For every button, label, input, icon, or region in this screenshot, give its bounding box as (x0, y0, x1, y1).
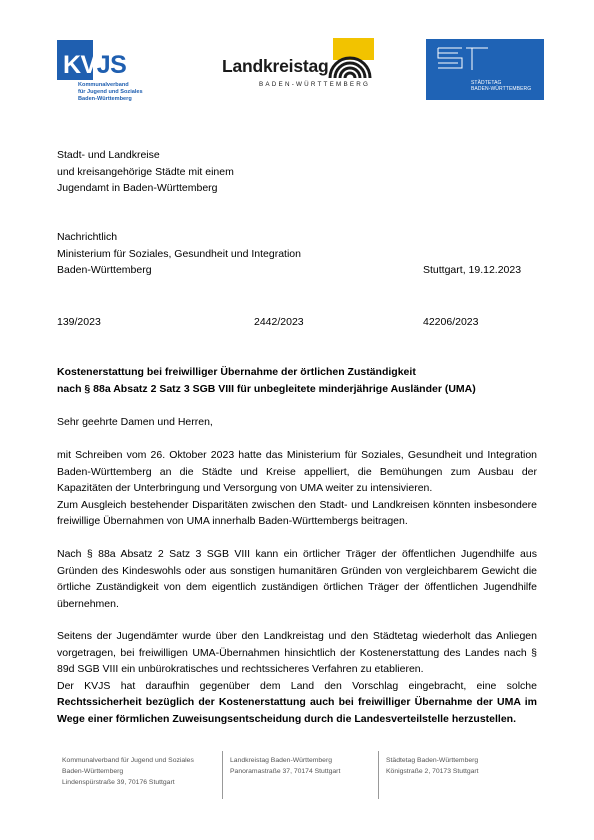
body-paragraph (57, 628, 537, 727)
paragraph-bold-text: Rechtssicherheit bezüglich der Kostenerstattung auch bei freiwilliger Übernahme der UMA im Wege einer förmlichen Zuweisungsentscheidung durch die Landesverteilstelle herzustellen. (57, 696, 537, 725)
paragraph-text: Zum Ausgleich bestehender Disparitäten zwischen den Stadt- und Landkreisen könnten insbesondere freiwillige Übernahmen von UMA innerhalb Baden-Württembergs beitragen. (57, 498, 537, 527)
paragraph-text: Seitens der Jugendämter wurde über den Landkreistag und den Städtetag wiederholt das Anliegen vorgetragen, bei freiwilligen UMA-Übernahmen hinsichtlich der Kostenerstattung des Landes nach § 89d SGB VIII ein unbürokratisches und rechtssicheres Verfahren zu etablieren. (57, 630, 537, 675)
cc-line: Baden-Württemberg (57, 264, 152, 276)
recipient-line: Stadt- und Landkreise (57, 149, 160, 161)
footer-line: Baden-Württemberg (62, 768, 124, 775)
landkreistag-arches-icon (328, 38, 374, 78)
salutation: Sehr geehrte Damen und Herren, (57, 416, 213, 428)
footer-line: Lindenspürstraße 39, 70176 Stuttgart (62, 779, 175, 786)
paragraph-text (57, 678, 537, 728)
staedtetag-logo-text (471, 80, 531, 92)
kvjs-sub-line: Kommunalverband (78, 82, 129, 88)
kvjs-logo-tail: JS (96, 51, 127, 79)
footer-divider (222, 751, 223, 799)
footer-line: Königstraße 2, 70173 Stuttgart (386, 768, 479, 775)
landkreistag-sun-block (333, 38, 374, 60)
reference-number: 2442/2023 (254, 316, 304, 328)
cc-line: Ministerium für Soziales, Gesundheit und Integration (57, 247, 301, 260)
recipient-line: und kreisangehörige Städte mit einem (57, 165, 234, 178)
subject-line: nach § 88a Absatz 2 Satz 3 SGB VIII für unbegleitete minderjährige Ausländer (UMA) (57, 382, 476, 395)
kvjs-sub-line: Baden-Württemberg (78, 96, 132, 102)
footer-line: Panoramastraße 37, 70174 Stuttgart (230, 768, 341, 775)
cc-address (57, 229, 377, 279)
kvjs-logo-subtitle (78, 82, 168, 103)
footer-line: Städtetag Baden-Württemberg (386, 757, 479, 764)
footer-line: Landkreistag Baden-Württemberg (230, 757, 333, 764)
recipient-line: Jugendamt in Baden-Württemberg (57, 182, 218, 194)
reference-number: 139/2023 (57, 316, 101, 328)
staedtetag-emblem-icon (432, 45, 492, 75)
footer-divider (378, 751, 379, 799)
cc-line: Nachrichtlich (57, 231, 118, 243)
kvjs-logo-text (63, 53, 126, 78)
kvjs-logo-inverted-part: KV (63, 51, 97, 79)
landkreistag-logo-subtitle: BADEN-WÜRTTEMBERG (259, 81, 371, 88)
paragraph-text: mit Schreiben vom 26. Oktober 2023 hatte das Ministerium für Soziales, Gesundheit und Integration Baden-Württemberg an die Städte und Kreise appelliert, die Bemühungen zum Ausbau der Kapazitäten der Unterbringung und Versorgung von UMA weiter zu intensivieren. (57, 449, 537, 494)
subject-line: Kostenerstattung bei freiwilliger Übernahme der örtlichen Zuständigkeit (57, 366, 416, 378)
landkreistag-logo-title: Landkreistag (222, 56, 329, 76)
footer-line: Kommunalverband für Jugend und Soziales (62, 757, 194, 764)
letter-date: Stuttgart, 19.12.2023 (423, 264, 522, 276)
staedtetag-line: STÄDTETAG (471, 80, 502, 86)
footer-kvjs (62, 755, 220, 788)
paragraph-normal-text: Der KVJS hat daraufhin gegenüber dem Land den Vorschlag eingebracht, eine solche (57, 679, 537, 692)
paragraph-text: Nach § 88a Absatz 2 Satz 3 SGB VIII kann ein örtlicher Träger der öffentlichen Jugendhilfe aus Gründen des Kindeswohls oder aus sonstigen humanitären Gründen von vergleichbarem Gewicht die örtliche Zuständigkeit von dem eigentlich zuständigen örtlichen Träger der öffentlichen Jugendhilfe übernehmen. (57, 548, 537, 610)
body-paragraph (57, 546, 537, 612)
letter-subject (57, 364, 547, 397)
footer-staedtetag (386, 755, 536, 777)
body-paragraph (57, 447, 537, 530)
reference-number: 42206/2023 (423, 316, 479, 328)
footer-landkreistag (230, 755, 370, 777)
kvjs-sub-line: für Jugend und Soziales (78, 89, 143, 95)
recipient-address (57, 147, 377, 197)
staedtetag-line: BADEN-WÜRTTEMBERG (471, 86, 532, 92)
